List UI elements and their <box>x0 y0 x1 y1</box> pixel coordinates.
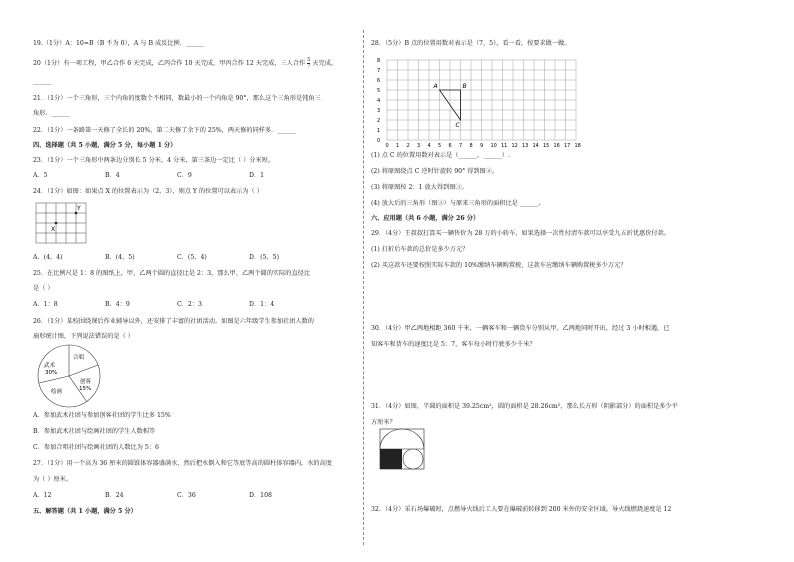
question-28-4: (4) 放大后的三角形（图③）与原来三角形的面积比是 ______。 <box>371 200 545 207</box>
q24-option-b: B．(4，5) <box>105 254 135 261</box>
question-25-cont: 是（ ） <box>33 285 54 292</box>
x-tick-label: 5 <box>438 143 442 148</box>
section-6-heading: 六、应用题（共 6 小题，满分 26 分） <box>371 215 480 222</box>
q24-grid-figure <box>35 200 90 245</box>
y-tick-label: 3 <box>377 108 381 114</box>
y-tick-label: 4 <box>377 98 381 104</box>
question-27: 27．（1分）用一个高为 36 厘米的圆锥体容器盛满水，然后把水倒入和它等底等高的圆柱体容器内，水的高度 <box>33 460 332 467</box>
x-tick-label: 2 <box>406 143 410 148</box>
q25-option-b: B．4：9 <box>105 301 130 308</box>
q23-option-b: B．4 <box>105 172 120 179</box>
q23-option-a: A．5 <box>33 172 48 179</box>
x-tick-label: 9 <box>480 143 484 148</box>
q25-option-c: C．2：3 <box>177 301 202 308</box>
question-20-tail: 天完成。 <box>312 60 338 67</box>
pie-label-huihua: 绘画 <box>51 389 63 395</box>
x-tick-label: 17 <box>564 143 571 148</box>
y-tick-label: 5 <box>377 88 381 94</box>
question-29: 29．（4分）王叔叔打算买一辆售价为 28 万的小轿车，如果选择一次性付清车款可以享受九五折优惠价付款。 <box>371 230 670 237</box>
x-tick-label: 18 <box>574 143 581 148</box>
question-28: 28．（5分）B 点的位置用数对表示是（7，5），看一看，按要求做一做。 <box>371 40 571 47</box>
semicircle-rectangle-figure <box>379 428 427 470</box>
x-tick-label: 12 <box>511 143 518 148</box>
question-26-cont: 扇形统计图，下列说法错误的是（ ） <box>33 333 134 340</box>
shaded-rectangle <box>380 449 402 469</box>
pie-label-chuangke: 创客 <box>80 379 92 385</box>
q23-option-d: D．1 <box>249 172 265 179</box>
point-c-label: C <box>455 122 460 129</box>
x-tick-label: 11 <box>501 143 508 148</box>
coordinate-y-tick-labels <box>377 58 380 144</box>
x-tick-label: 10 <box>490 143 497 148</box>
coordinate-x-tick-labels <box>386 143 581 148</box>
q25-option-d: D．1：4 <box>249 301 275 308</box>
point-x-label: X <box>51 226 56 233</box>
q24-option-d: D．(5，5) <box>249 254 280 261</box>
x-tick-label: 15 <box>543 143 550 148</box>
question-21: 21．（1分）一个三角形，三个内角的度数个不相同，数最小的一个内角是 90°，那么这个三角形是钝角三 <box>33 95 321 102</box>
q27-option-c: C．36 <box>177 492 196 499</box>
x-tick-label: 1 <box>396 143 400 148</box>
y-tick-label: 8 <box>377 58 381 64</box>
question-23: 23．（1分）一个三角形中两条边分别长 5 分米，4 分米，第三条边一定比（ ）分米短。 <box>33 157 275 164</box>
question-20 <box>33 58 337 69</box>
q23-option-c: C．9 <box>177 172 192 179</box>
question-25: 25．在比例尺是 1：8 的图纸上，甲、乙两个圆的直径比是 2：3，那么甲、乙两个圆的实际的直径比 <box>33 270 311 277</box>
point-x-dot <box>55 222 58 225</box>
question-28-3: (3) 将原图按 2：1 放大得到图③。 <box>371 184 468 191</box>
q24-option-c: C．(5，4) <box>177 254 207 261</box>
q27-option-a: A．12 <box>33 492 52 499</box>
y-tick-label: 7 <box>377 68 381 74</box>
x-tick-label: 0 <box>385 143 389 148</box>
question-31-cont: 方厘米？ <box>371 419 396 426</box>
q24-option-a: A．(4，4) <box>33 254 63 261</box>
q25-option-a: A．1：8 <box>33 301 58 308</box>
circle <box>403 449 423 469</box>
question-20-blank: ______ <box>33 78 52 85</box>
point-a-label: A <box>433 83 438 90</box>
question-21-cont: 角形．______ <box>33 110 71 117</box>
section-4-heading: 四、选择题（共 5 小题，满分 5 分，每小题 1 分） <box>33 142 177 149</box>
x-tick-label: 16 <box>553 143 560 148</box>
pie-label-wushu: 武术 <box>44 363 56 369</box>
q27-option-d: D．108 <box>249 492 272 499</box>
question-32: 32．（4分）采石场爆破时，点燃导火线后工人要在爆破前转移到 200 米外的安全区域。导火线燃烧速度是 12 <box>371 506 672 513</box>
question-24: 24．（1分）如图：如果点 X 的位置表示为（2，3），则点 Y 的位置可以表示为（ ） <box>33 188 263 195</box>
x-tick-label: 13 <box>522 143 529 148</box>
question-20-text: 20（1分）有一项工程，甲乙合作 6 天完成，乙丙合作 10 天完成，甲丙合作 12 天完成，三人合作 <box>33 60 306 67</box>
q27-option-b: B．24 <box>105 492 124 499</box>
question-29-1: (1) 打折后车款的总价是多少万元？ <box>371 246 469 253</box>
y-tick-label: 6 <box>377 78 381 84</box>
fraction-denominator: 7 <box>307 63 311 69</box>
y-tick-label: 1 <box>377 128 381 134</box>
point-y-label: Y <box>77 205 81 212</box>
y-tick-label: 0 <box>377 138 381 144</box>
section-5-heading: 五、解答题（共 1 小题，满分 5 分） <box>33 508 137 515</box>
pie-label-wushu-pct: 30% <box>45 370 58 376</box>
x-tick-label: 7 <box>459 143 463 148</box>
pie-label-hechang: 合唱 <box>73 355 85 361</box>
point-b-label: B <box>462 83 467 90</box>
question-30-cont: 知客车和货车的速度比是 5：7，客车每小时行驶多少千米？ <box>371 341 536 348</box>
question-30: 30．（4分）甲乙两地相距 360 千米，一辆客车和一辆货车分别从甲、乙两地同时开出，经过 3 小时相遇，已 <box>371 325 670 332</box>
question-29-2: (2) 买这款车还要按照实际车款的 10%缴纳车辆购置税，这款车应缴纳车辆购置税多少万元？ <box>371 262 627 269</box>
pie-chart-figure <box>36 343 102 409</box>
question-31: 31．（4分）如图，半圆的面积是 39.25cm²，圆的面积是 28.26cm²，那么长方形（阴影部分）的面积是多少平 <box>371 403 678 410</box>
coordinate-grid-lines <box>387 60 576 140</box>
x-tick-label: 6 <box>448 143 452 148</box>
fraction-numerator: 5 <box>307 57 311 63</box>
question-27-cont: 为（ ）厘米。 <box>33 476 73 483</box>
point-y-dot <box>75 212 78 215</box>
x-tick-label: 3 <box>417 143 421 148</box>
q26-option-b: B．参加武术社团与绘画社团的学生人数相等 <box>33 428 156 435</box>
question-19: 19.（1分）A：10=B（B 不为 0），A 与 B 成反比例．______ <box>33 40 205 47</box>
question-26: 26．（1分）某校围绕课后作业辅导以外，还安排了丰富的社团活动。如图是六年级学生参加社团人数的 <box>33 318 314 325</box>
question-28-1: (1) 点 C 的位置用数对表示是（______，______）. <box>371 152 510 159</box>
x-tick-label: 8 <box>469 143 473 148</box>
x-tick-label: 4 <box>427 143 431 148</box>
coordinate-grid-figure <box>373 52 583 148</box>
fraction <box>307 58 310 69</box>
column-divider <box>363 30 364 545</box>
question-22: 22．（1分）一条路第一天修了全长的 20%，第二天修了余下的 25%，两天修的同样多．______ <box>33 127 296 134</box>
q26-option-c: C．参加合唱社团与绘画社团的人数比为 5：6 <box>33 444 159 451</box>
y-tick-label: 2 <box>377 118 381 124</box>
x-tick-label: 14 <box>532 143 539 148</box>
q26-option-a: A．参加武术社团与参加创客社团的学生比多 15% <box>33 412 171 419</box>
question-28-2: (2) 将原图绕点 C 逆时针旋转 90° 得到图②。 <box>371 168 499 175</box>
pie-label-chuangke-pct: 15% <box>79 386 92 392</box>
